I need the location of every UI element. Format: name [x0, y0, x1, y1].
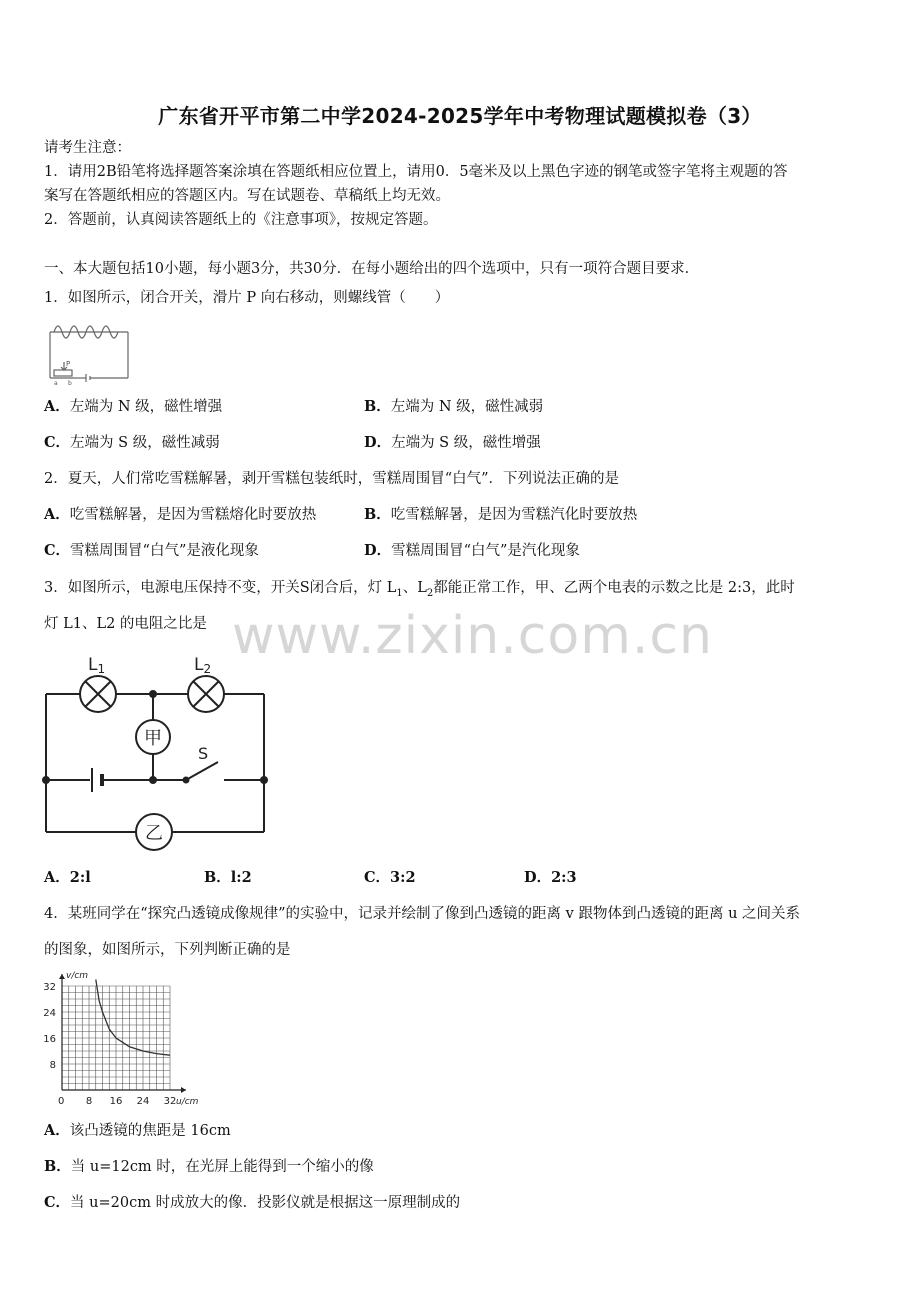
q3-stem-line-2: 灯 L1、L2 的电阻之比是 [44, 616, 207, 632]
q3-stem-sub-1: 1 [396, 587, 403, 599]
option-text: 该凸透镜的焦距是 16cm [69, 1123, 231, 1139]
lamp-l2-sub: 2 [203, 662, 212, 676]
chart-series-line [96, 980, 170, 1056]
meter-yi-label: 乙 [145, 823, 163, 844]
option-text: 2:3 [551, 869, 577, 886]
q1-stem: 1．如图所示，闭合开关，滑片 P 向右移动，则螺线管（ ） [44, 290, 450, 306]
option-letter: A． [44, 398, 70, 415]
q4-option-a[interactable] [44, 1121, 231, 1141]
terminal-a-label: a [54, 380, 58, 386]
notice-item-1-line-1: 1．请用2B铅笔将选择题答案涂填在答题纸相应位置上，请用0．5毫米及以上黑色字迹的钢笔或签字笔将主观题的答 [44, 164, 788, 180]
lamp-l1-sub: 1 [97, 662, 106, 676]
q1-option-a[interactable] [44, 397, 222, 417]
notice-item-2: 2．答题前，认真阅读答题纸上的《注意事项》，按规定答题。 [44, 212, 438, 228]
option-text: 吃雪糕解暑，是因为雪糕熔化时要放热 [69, 507, 317, 523]
option-text: 当 u=12cm 时，在光屏上能得到一个缩小的像 [70, 1159, 374, 1175]
y-tick-label: 16 [43, 1034, 56, 1045]
q3-option-d[interactable] [524, 868, 577, 888]
x-axis-arrow [181, 1087, 186, 1093]
terminal-b-label: b [68, 380, 72, 386]
option-text: 左端为 S 级，磁性减弱 [70, 435, 220, 451]
option-letter: B． [364, 398, 391, 415]
q1-option-c[interactable] [44, 433, 220, 453]
q3-option-c[interactable] [364, 868, 416, 888]
option-letter: B． [364, 506, 391, 523]
lamp-l2 [188, 676, 224, 712]
q3-option-a[interactable] [44, 868, 91, 888]
option-letter: C． [44, 542, 71, 559]
lamp-l2-label [194, 655, 211, 676]
lamp-l1-label [88, 655, 105, 676]
chart-origin-label: 0 [58, 1096, 65, 1107]
option-letter: A． [44, 506, 70, 523]
q3-option-b[interactable] [204, 868, 252, 888]
option-letter: D． [524, 869, 552, 886]
option-text: 雪糕周围冒“白气”是液化现象 [70, 543, 259, 559]
q4-option-c[interactable] [44, 1193, 460, 1213]
option-text: 吃雪糕解暑，是因为雪糕汽化时要放热 [390, 507, 638, 523]
option-text: 左端为 N 级，磁性增强 [69, 399, 223, 415]
y-tick-label: 24 [43, 1008, 56, 1019]
q2-option-d[interactable] [364, 541, 580, 561]
q3-stem-line-1 [44, 578, 795, 604]
lamp-l1 [80, 676, 116, 712]
q4-option-b[interactable] [44, 1157, 374, 1177]
v-u-chart [40, 968, 220, 1110]
q3-stem-part: 、L [402, 580, 427, 596]
slider-p-label: P [66, 360, 71, 368]
notice-heading: 请考生注意： [44, 140, 131, 156]
option-letter: D． [364, 542, 392, 559]
q2-stem: 2．夏天，人们常吃雪糕解暑，剥开雪糕包装纸时，雪糕周围冒“白气”．下列说法正确的是 [44, 471, 620, 487]
y-tick-label: 8 [49, 1060, 56, 1071]
watermark: www.zixin.com.cn [232, 606, 713, 666]
page-title: 广东省开平市第二中学2024-2025学年中考物理试题模拟卷（3） [158, 104, 762, 128]
q4-stem-line-1: 4．某班同学在“探究凸透镜成像规律”的实验中，记录并绘制了像到凸透镜的距离 v 跟物体到凸透镜的距离 u 之间关系 [44, 906, 801, 922]
option-letter: A． [44, 869, 70, 886]
q3-circuit-diagram [38, 652, 274, 852]
option-text: 当 u=20cm 时成放大的像．投影仪就是根据这一原理制成的 [70, 1195, 461, 1211]
q3-stem-part: 3．如图所示，电源电压保持不变，开关S闭合后，灯 L [44, 580, 397, 596]
section-heading: 一、本大题包括10小题，每小题3分，共30分．在每小题给出的四个选项中，只有一项符合题目要求． [44, 261, 700, 277]
y-axis-arrow [59, 974, 65, 979]
y-tick-label: 32 [43, 982, 56, 993]
x-tick-label: 24 [136, 1096, 150, 1107]
option-text: 左端为 N 级，磁性减弱 [390, 399, 544, 415]
chart-y-label: v/cm [66, 971, 89, 981]
option-letter: B． [204, 869, 231, 886]
q1-option-d[interactable] [364, 433, 541, 453]
option-text: 左端为 S 级，磁性增强 [391, 435, 541, 451]
option-letter: B． [44, 1158, 71, 1175]
q1-option-b[interactable] [364, 397, 543, 417]
option-text: 2:l [69, 869, 91, 886]
x-tick-label: 16 [109, 1096, 123, 1107]
x-tick-label: 32 [163, 1096, 177, 1107]
q4-stem-line-2: 的图象，如图所示，下列判断正确的是 [44, 942, 291, 958]
x-tick-label: 8 [85, 1096, 93, 1107]
q2-option-c[interactable] [44, 541, 259, 561]
option-letter: D． [364, 434, 392, 451]
q2-option-a[interactable] [44, 505, 316, 525]
lamp-l1-letter: L [88, 655, 98, 675]
meter-jia-label: 甲 [144, 728, 162, 749]
notice-item-1-line-2: 案写在答题纸相应的答题区内。写在试题卷、草稿纸上均无效。 [44, 188, 450, 204]
q3-stem-sub-2: 2 [426, 587, 434, 599]
option-letter: C． [364, 869, 391, 886]
option-letter: C． [44, 1194, 71, 1211]
chart-x-label: u/cm [176, 1097, 199, 1107]
option-text: l:2 [230, 869, 252, 886]
q3-stem-part: 都能正常工作，甲、乙两个电表的示数之比是 2:3，此时 [433, 580, 795, 596]
option-text: 雪糕周围冒“白气”是汽化现象 [391, 543, 580, 559]
q2-option-b[interactable] [364, 505, 637, 525]
option-text: 3:2 [390, 869, 416, 886]
solenoid-circuit-figure [44, 318, 134, 386]
option-letter: C． [44, 434, 71, 451]
switch-s-label: S [198, 744, 209, 763]
option-letter: A． [44, 1122, 70, 1139]
lamp-l2-letter: L [194, 655, 204, 675]
